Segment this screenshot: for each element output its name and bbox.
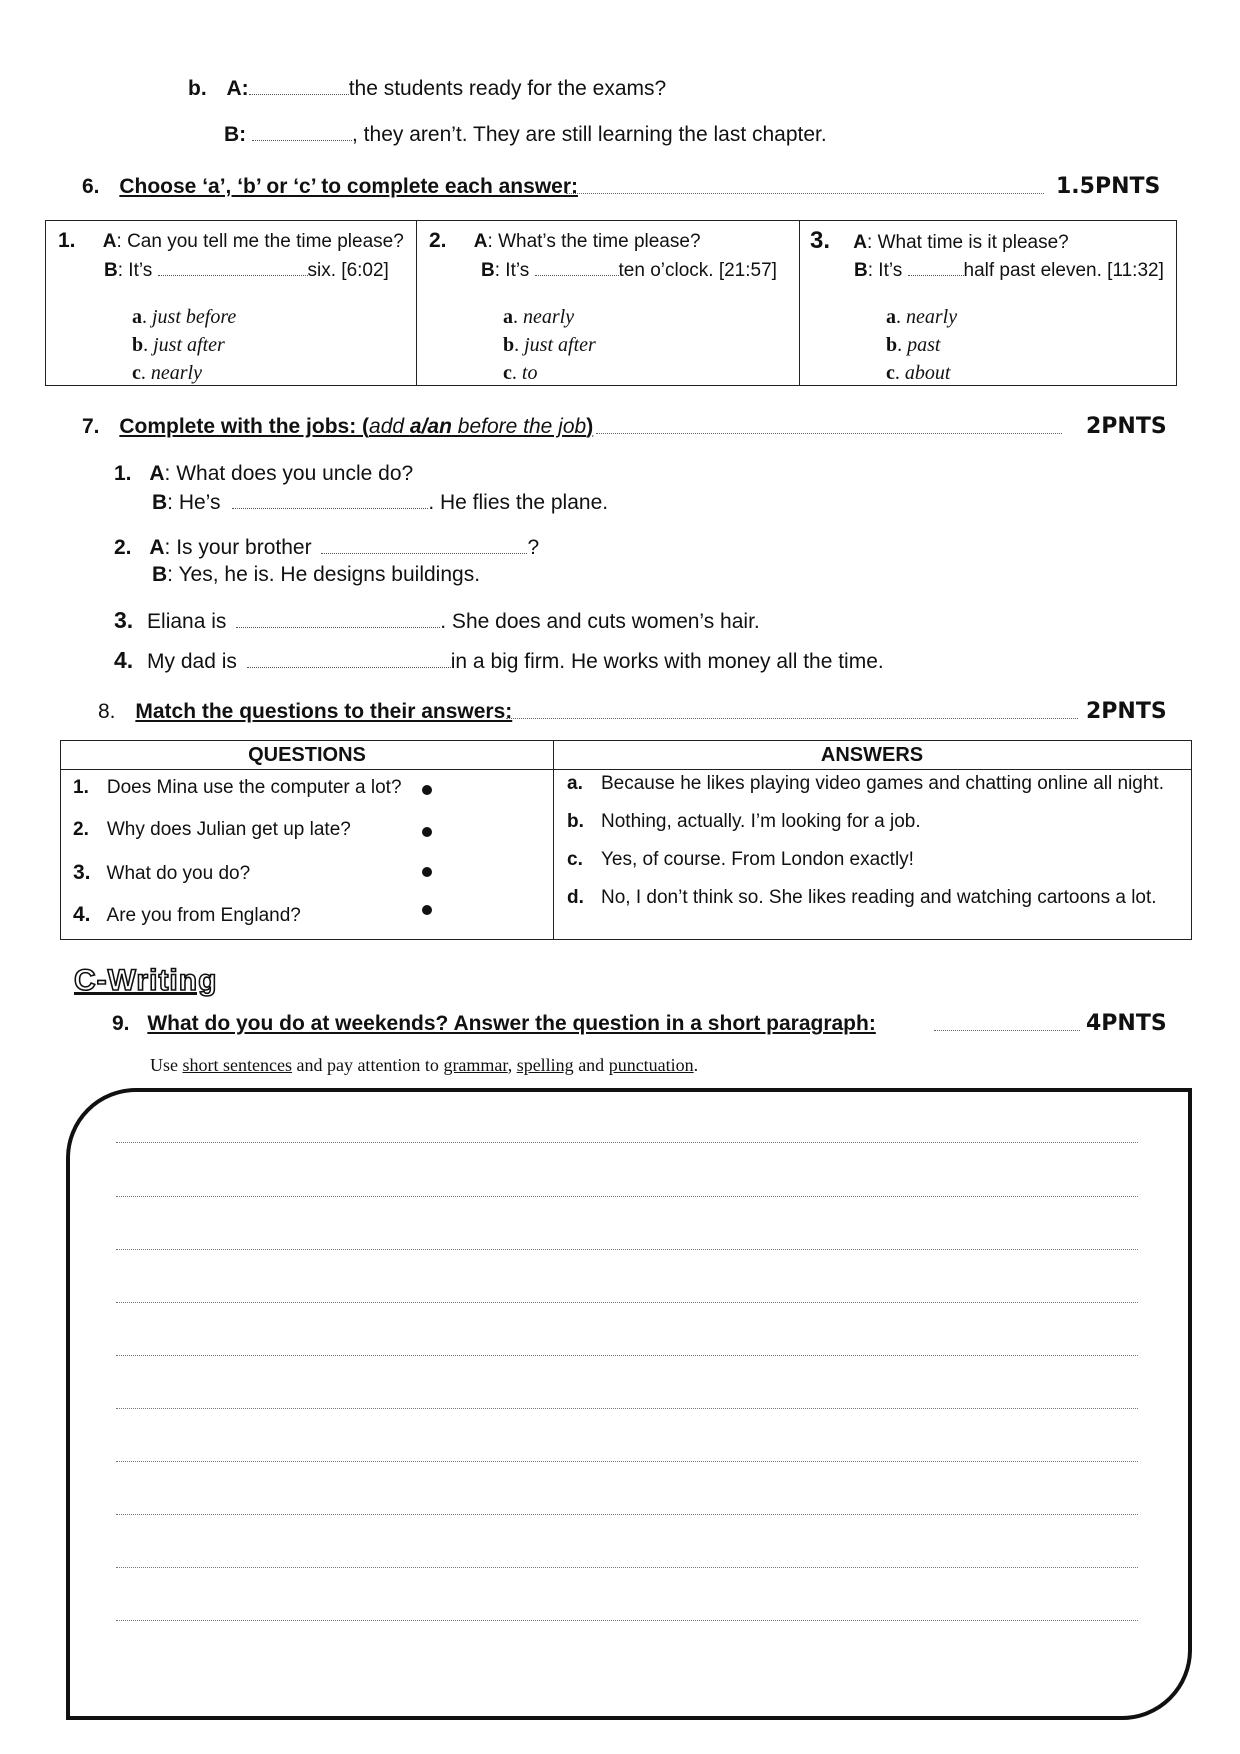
q9-title: What do you do at weekends? Answer the question in a short paragraph: xyxy=(147,1012,876,1035)
q6-option[interactable]: a. nearly xyxy=(886,306,958,328)
q6-a-label: A xyxy=(473,231,488,252)
q7-dotted-rule xyxy=(596,433,1062,434)
q7-item-number: 2. xyxy=(114,536,132,559)
q6-item-number: 1. xyxy=(58,229,76,252)
q5b-b-blank[interactable] xyxy=(252,122,352,141)
q6-a-text: : What time is it please? xyxy=(867,232,1069,253)
q8-answer: c. Yes, of course. From London exactly! xyxy=(567,849,914,870)
q7-blank[interactable] xyxy=(236,609,440,628)
q8-answer: a. Because he likes playing video games and chatting online all night. xyxy=(567,773,1164,794)
q7-blank[interactable] xyxy=(247,649,451,668)
q5b-a-label: A: xyxy=(226,77,249,100)
q8-header-divider xyxy=(61,769,1191,770)
q6-option[interactable]: b. just after xyxy=(132,334,225,356)
q9-number: 9. xyxy=(112,1012,130,1035)
q8-title: Match the questions to their answers: xyxy=(135,700,513,723)
q6-b-pre: : It’s xyxy=(117,260,153,281)
q8-question: 2. Why does Julian get up late? xyxy=(73,819,351,840)
q5b-b-label: B: xyxy=(224,123,247,146)
q8-answers-header: ANSWERS xyxy=(820,744,924,766)
q6-option[interactable]: b. past xyxy=(886,334,941,356)
section-c-title: C-Writing xyxy=(74,964,218,997)
q9-dotted-rule xyxy=(934,1030,1080,1031)
q6-blank[interactable] xyxy=(535,257,619,276)
writing-line[interactable] xyxy=(116,1567,1138,1568)
q6-option[interactable]: a. just before xyxy=(132,306,237,328)
writing-line[interactable] xyxy=(116,1408,1138,1409)
q8-points: 2PNTS xyxy=(1086,699,1167,724)
q6-b-label: B xyxy=(854,260,868,281)
q8-number: 8. xyxy=(98,700,116,723)
q6-b-post: half past eleven. [11:32] xyxy=(963,260,1164,281)
q8-match-dot[interactable] xyxy=(422,867,432,877)
q7-item-2-line-1: 2. A: Is your brother ? xyxy=(114,536,540,559)
q5b-a-text: the students ready for the exams? xyxy=(348,77,667,100)
q6-a-label: A xyxy=(853,232,868,253)
q8-answer: b. Nothing, actually. I’m looking for a job. xyxy=(567,811,921,832)
q8-heading xyxy=(98,700,512,724)
q7-heading xyxy=(82,415,593,439)
q8-column-divider xyxy=(553,741,554,939)
writing-line[interactable] xyxy=(116,1461,1138,1462)
q7-number: 7. xyxy=(82,415,100,438)
q7-title: Complete with the jobs: (add a/an before the job) xyxy=(119,415,594,438)
writing-answer-box[interactable] xyxy=(66,1088,1192,1720)
q7-item-number: 1. xyxy=(114,462,132,485)
writing-line[interactable] xyxy=(116,1196,1138,1197)
q6-option[interactable]: c. about xyxy=(886,362,951,384)
q6-blank[interactable] xyxy=(158,257,308,276)
q6-b-pre: : It’s xyxy=(867,260,903,281)
q8-questions-header: QUESTIONS xyxy=(248,744,366,766)
q6-number: 6. xyxy=(82,175,100,198)
q6-option[interactable]: a. nearly xyxy=(503,306,575,328)
q6-option[interactable]: b. just after xyxy=(503,334,596,356)
q7-item-4: 4. My dad is in a big firm. He works with money all the time. xyxy=(114,647,884,673)
q6-heading xyxy=(82,175,578,199)
q9-instructions: Use short sentences and pay attention to grammar, spelling and punctuation. xyxy=(150,1055,699,1075)
q7-item-3: 3. Eliana is . She does and cuts women’s hair. xyxy=(114,607,760,633)
q6-option[interactable]: c. to xyxy=(503,362,538,384)
writing-line[interactable] xyxy=(116,1514,1138,1515)
q8-table xyxy=(60,740,1192,940)
writing-line[interactable] xyxy=(116,1142,1138,1143)
q6-item-number: 2. xyxy=(429,229,447,252)
q8-question: 4. Are you from England? xyxy=(73,903,301,926)
writing-line[interactable] xyxy=(116,1249,1138,1250)
q6-b-label: B xyxy=(104,260,118,281)
q6-a-text: : Can you tell me the time please? xyxy=(116,231,404,252)
q6-b-post: ten o’clock. [21:57] xyxy=(618,260,777,281)
q6-dotted-rule xyxy=(566,193,1044,194)
q6-cell-1 xyxy=(46,221,417,386)
q8-answer: d. No, I don’t think so. She likes reading and watching cartoons a lot. xyxy=(567,887,1157,908)
q7-item-number: 4. xyxy=(114,647,134,673)
q6-points: 1.5PNTS xyxy=(1056,174,1161,199)
q6-item-number: 3. xyxy=(810,227,831,254)
q6-cell-3 xyxy=(800,221,1177,386)
writing-line[interactable] xyxy=(116,1355,1138,1356)
q8-match-dot[interactable] xyxy=(422,827,432,837)
q6-blank[interactable] xyxy=(908,257,964,276)
q8-match-dot[interactable] xyxy=(422,905,432,915)
q7-blank[interactable] xyxy=(321,535,527,554)
writing-line[interactable] xyxy=(116,1620,1138,1621)
q5b-label: b. xyxy=(188,77,207,100)
q7-blank[interactable] xyxy=(232,490,428,509)
q7-item-2-line-2: B: Yes, he is. He designs buildings. xyxy=(152,563,481,586)
q7-item-1-line-2: B: He’s . He flies the plane. xyxy=(152,491,609,514)
q5b-line-b xyxy=(224,122,827,147)
q7-item-1-line-1: 1. A: What does you uncle do? xyxy=(114,462,414,485)
q7-points: 2PNTS xyxy=(1086,414,1167,439)
q6-b-post: six. [6:02] xyxy=(307,260,389,281)
writing-line[interactable] xyxy=(116,1302,1138,1303)
q5b-b-text: , they aren’t. They are still learning the last chapter. xyxy=(352,123,827,146)
q6-table xyxy=(45,220,1177,386)
q6-b-label: B xyxy=(481,260,495,281)
q8-match-dot[interactable] xyxy=(422,785,432,795)
q8-question: 1. Does Mina use the computer a lot? xyxy=(73,777,402,798)
q6-option[interactable]: c. nearly xyxy=(132,362,202,384)
q9-points: 4PNTS xyxy=(1086,1011,1167,1036)
q7-item-number: 3. xyxy=(114,607,134,633)
q6-title: Choose ‘a’, ‘b’ or ‘c’ to complete each answer: xyxy=(119,175,578,198)
q8-question: 3. What do you do? xyxy=(73,861,251,884)
q5b-line-a xyxy=(188,76,666,101)
q6-b-pre: : It’s xyxy=(494,260,530,281)
q9-heading xyxy=(112,1012,876,1036)
q6-a-label: A xyxy=(102,231,117,252)
q6-a-text: : What’s the time please? xyxy=(487,231,701,252)
q6-cell-2 xyxy=(417,221,800,386)
q5b-a-blank[interactable] xyxy=(249,76,349,95)
q8-dotted-rule xyxy=(506,718,1078,719)
